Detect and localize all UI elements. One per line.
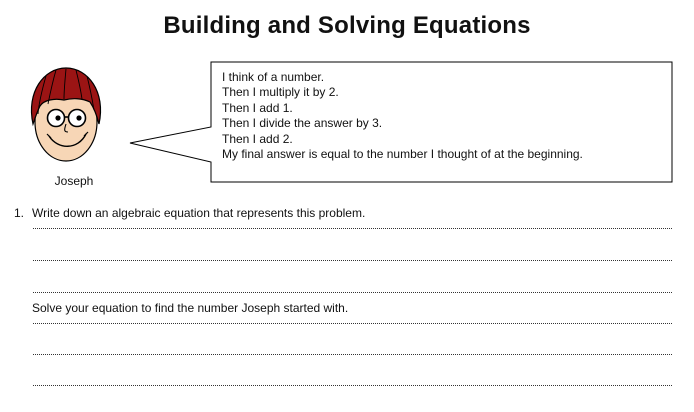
character-name: Joseph bbox=[54, 174, 94, 188]
speech-line: Then I divide the answer by 3. bbox=[222, 116, 383, 131]
answer-line[interactable] bbox=[33, 228, 672, 229]
boy-with-glasses-icon bbox=[24, 62, 104, 172]
question-number: 1. bbox=[14, 206, 25, 220]
answer-line[interactable] bbox=[33, 323, 672, 324]
speech-line: Then I add 1. bbox=[222, 100, 293, 115]
speech-line: Then I multiply it by 2. bbox=[222, 85, 339, 100]
answer-line[interactable] bbox=[33, 292, 672, 293]
answer-line[interactable] bbox=[33, 354, 672, 355]
question-text: Write down an algebraic equation that represents this problem. bbox=[32, 206, 366, 220]
speech-line: Then I add 2. bbox=[222, 131, 293, 146]
speech-line: My final answer is equal to the number I thought of at the beginning. bbox=[222, 147, 583, 162]
followup-question-text: Solve your equation to find the number Joseph started with. bbox=[32, 301, 349, 315]
answer-line[interactable] bbox=[33, 260, 672, 261]
speech-text bbox=[222, 70, 672, 162]
page-title: Building and Solving Equations bbox=[163, 12, 531, 39]
answer-line[interactable] bbox=[33, 385, 672, 386]
speech-line: I think of a number. bbox=[222, 70, 325, 84]
